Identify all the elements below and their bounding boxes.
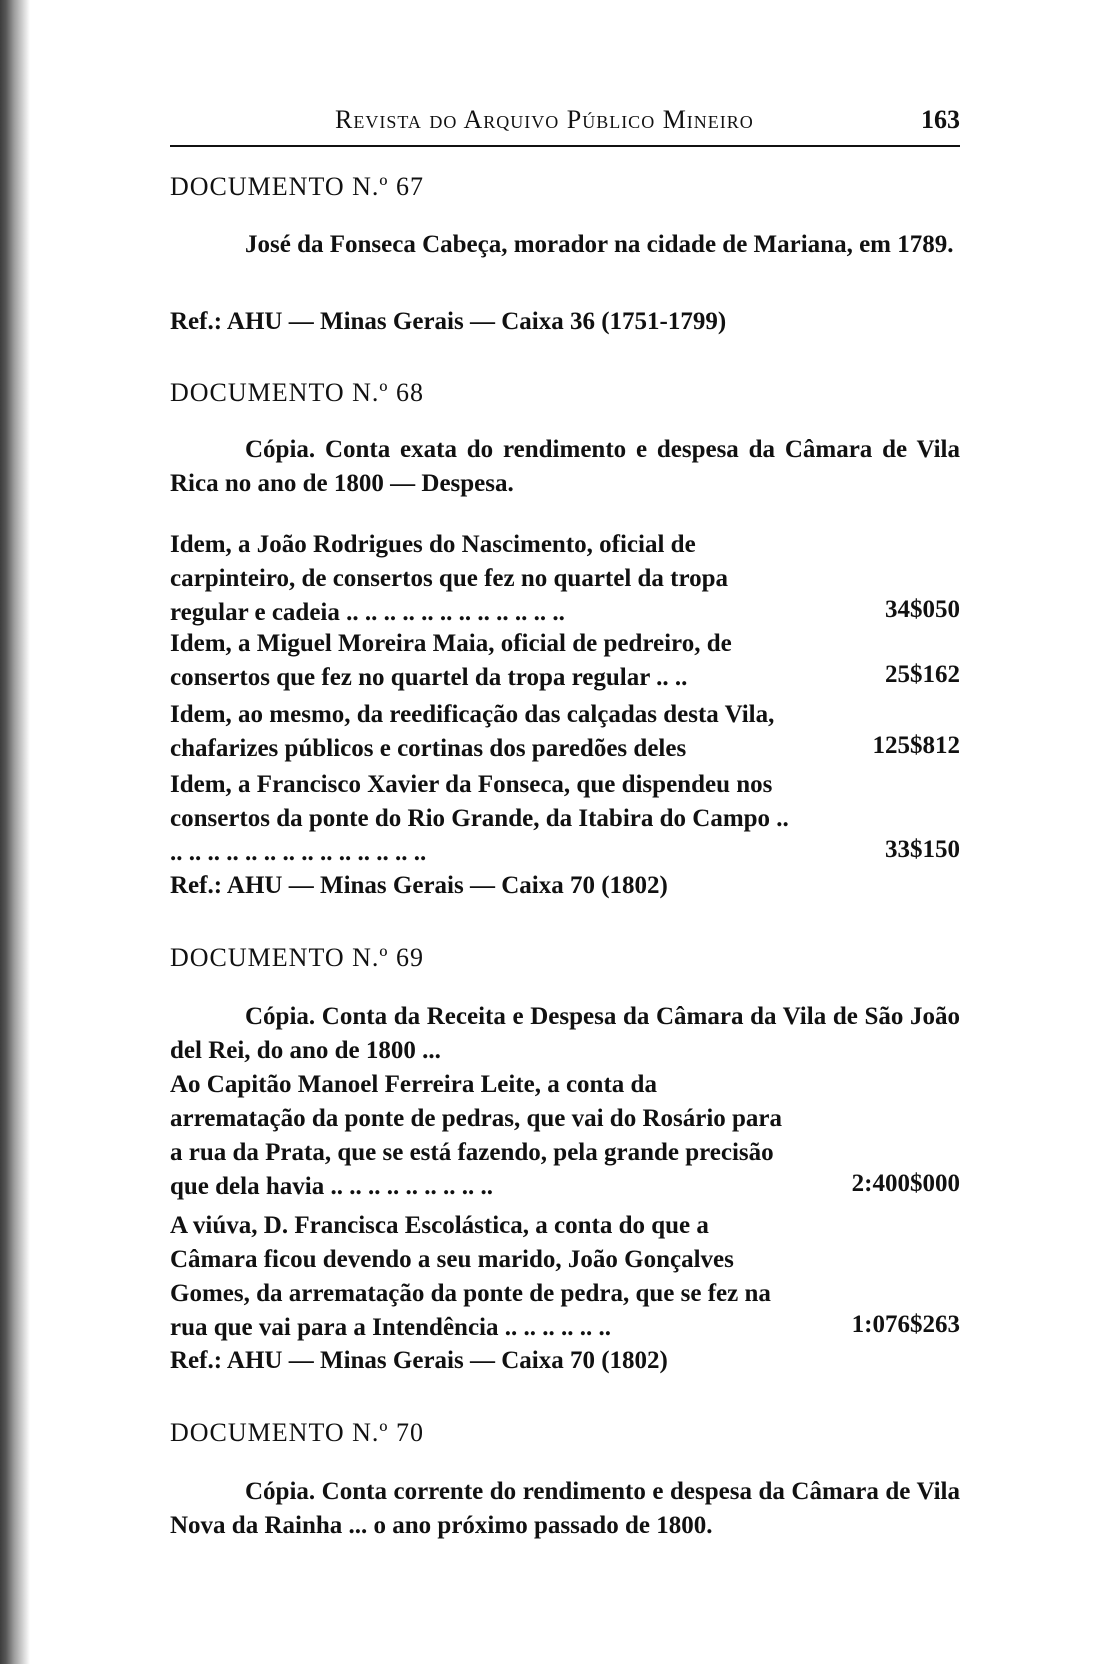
expense-amount: 25$162	[885, 661, 960, 688]
document-description: Cópia. Conta da Receita e Despesa da Câmara da Vila de São João del Rei, do ano de 1800 ...	[170, 1003, 960, 1064]
document-description: Cópia. Conta exata do rendimento e despesa da Câmara de Vila Rica no ano de 1800 — Despesa.	[170, 436, 960, 497]
scanned-page-edge	[0, 0, 30, 1664]
page-number: 163	[921, 105, 960, 134]
document-description: Cópia. Conta corrente do rendimento e despesa da Câmara de Vila Nova da Rainha ... o ano próximo passado de 1800.	[170, 1478, 960, 1539]
document-description: José da Fonseca Cabeça, morador na cidade de Mariana, em 1789.	[245, 231, 954, 258]
expense-entry: Idem, a João Rodrigues do Nascimento, oficial de carpinteiro, de consertos que fez no quartel da tropa regular e cadeia .. .. .. .. .. .. .. .. .. .. .. ..	[170, 531, 729, 626]
document-heading: DOCUMENTO N.º 69	[170, 943, 424, 972]
expense-amount: 1:076$263	[851, 1311, 960, 1338]
expense-amount: 33$150	[885, 836, 960, 863]
expense-entry: A viúva, D. Francisca Escolástica, a conta do que a Câmara ficou devendo a seu marido, João Gonçalves Gomes, da arrematação da ponte de pedra, que se fez na rua que vai para a Intendência .. .. .. .. .. ..	[170, 1212, 771, 1341]
expense-amount: 34$050	[885, 596, 960, 623]
document-heading: DOCUMENTO N.º 67	[170, 172, 424, 201]
document-reference: Ref.: AHU — Minas Gerais — Caixa 70 (1802)	[170, 1347, 668, 1374]
page-header	[170, 105, 960, 147]
expense-entry: Idem, ao mesmo, da reedificação das calçadas desta Vila, chafarizes públicos e cortinas dos paredões deles	[170, 701, 775, 762]
expense-amount: 2:400$000	[851, 1170, 960, 1197]
expense-entry: Ao Capitão Manoel Ferreira Leite, a conta da arrematação da ponte de pedras, que vai do Rosário para a rua da Prata, que se está fazendo, pela grande precisão que dela havia .. .. .. .. .. .. .. .. ..	[170, 1071, 783, 1200]
document-reference: Ref.: AHU — Minas Gerais — Caixa 36 (1751-1799)	[170, 308, 727, 335]
document-reference: Ref.: AHU — Minas Gerais — Caixa 70 (1802)	[170, 872, 668, 899]
document-heading: DOCUMENTO N.º 70	[170, 1418, 424, 1447]
expense-entry: Idem, a Francisco Xavier da Fonseca, que dispendeu nos consertos da ponte do Rio Grande, da Itabira do Campo .. .. .. .. .. .. .. .. .. .. .. .. .. .. ..	[170, 771, 789, 866]
running-title: Revista do Arquivo Público Mineiro	[335, 105, 754, 134]
expense-entry: Idem, a Miguel Moreira Maia, oficial de pedreiro, de consertos que fez no quartel da tropa regular .. ..	[170, 630, 732, 691]
document-heading: DOCUMENTO N.º 68	[170, 378, 424, 407]
expense-amount: 125$812	[872, 732, 960, 759]
